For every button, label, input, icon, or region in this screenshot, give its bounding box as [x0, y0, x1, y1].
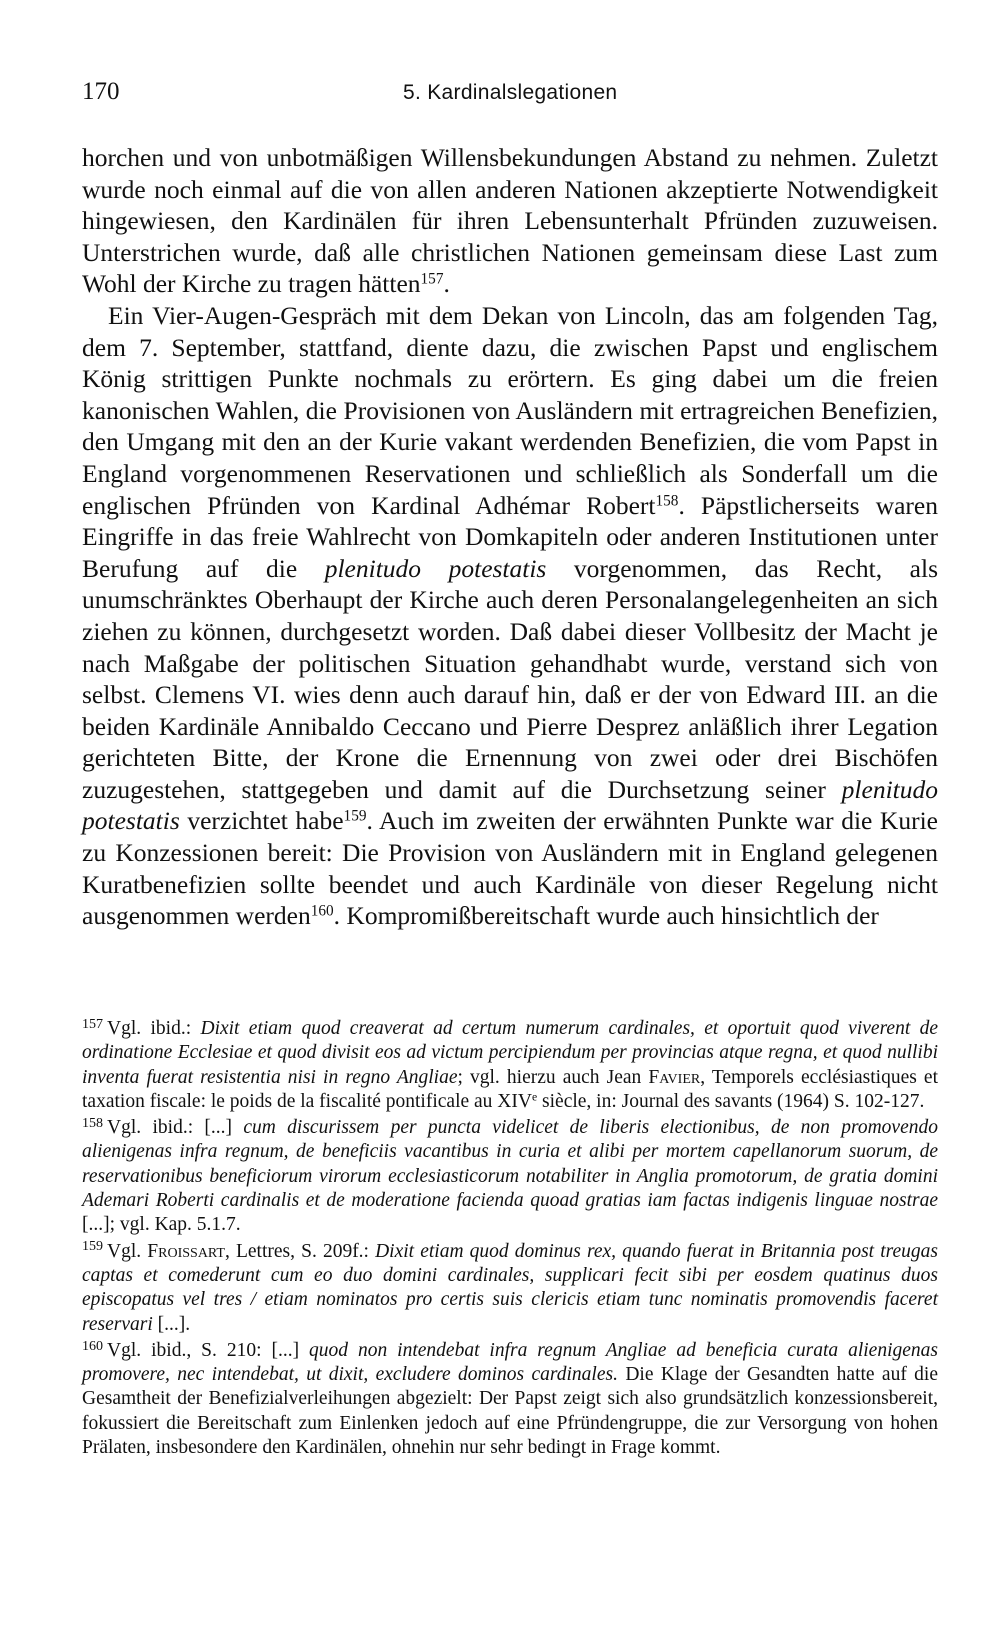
footnote-ref-158: 158: [655, 492, 679, 510]
footnote-number: 158: [82, 1114, 104, 1131]
latin-term: plenitudo potestatis: [82, 774, 938, 836]
footnotes: [82, 1017, 938, 1462]
text-run: verzichtet habe: [179, 806, 344, 836]
text-run: .: [443, 269, 450, 299]
text-run: . Päpstlicherseits waren Eingriffe in das freie Wahlrecht von Domkapiteln oder anderen Institutionen unter Berufung auf die: [82, 490, 938, 583]
latin-term: plenitudo potestatis: [324, 553, 547, 583]
footnote-159: [82, 1240, 938, 1337]
paragraph-1: [82, 142, 938, 300]
text-run: Ein Vier-Augen-Gespräch mit dem Dekan von Lincoln, das am folgenden Tag, dem 7. September, stattfand, diente dazu, die zwischen Papst und englischem König strittigen Punkte nochmals zu erörtern. Es ging dabei um die freien kanonischen Wahlen, die Provisionen von Ausländern mit ertragreichen Benefizien, den Umgang mit den an der Kurie vakant werdenden Benefizien, die vom Papst in England vorgenommenen Reservationen und schließlich als Sonderfall um die englischen Pfründen von Kardinal Adhémar Robert: [82, 300, 938, 520]
latin-quote: Dixit etiam quod dominus rex, quando fuerat in Britannia post treugas captas et comederunt cum eo duo domini cardinales, supplicari fecit sibi per eosdem quatinus duos episcopatus vel tres / etiam nominatos pro certis suis clericis etiam tunc nominatis promovendis faceret reservari: [82, 1240, 938, 1335]
footnote-number: 157: [82, 1015, 104, 1032]
text-run: [...]; vgl. Kap. 5.1.7.: [82, 1214, 241, 1236]
superscript: e: [531, 1090, 538, 1104]
footnote-160: [82, 1339, 938, 1460]
latin-quote: Dixit etiam quod creaverat ad certum numerum cardinales, et oportuit quod viverent de ordinatione Ecclesiae et quod divisit eos ad victum percipiendum per provincias atque regna, et quod nullibi inventa fuerat resistentia nisi in regno Angliae: [82, 1018, 938, 1088]
text-run: Vgl. ibid.:: [107, 1018, 201, 1039]
author-name: Favier: [648, 1066, 701, 1088]
footnote-ref-160: 160: [310, 902, 334, 920]
footnote-ref-159: 159: [343, 808, 367, 826]
footnote-157: [82, 1017, 938, 1114]
text-run: vorgenommen, das Recht, als unumschränktes Oberhaupt der Kirche auch deren Personalangelegenheiten an sich ziehen zu können, durchgesetzt worden. Daß dabei dieser Vollbesitz der Macht je nach Maßgabe der politischen Situation gehandhabt wurde, verstand sich von selbst. Clemens VI. wies denn auch darauf hin, daß er der von Edward III. an die beiden Kardinäle Annibaldo Ceccano und Pierre Desprez anläßlich ihrer Legation gerichteten Bitte, der Krone die Ernennung von zwei oder drei Bischöfen zuzugestehen, stattgegeben und damit auf die Durchsetzung seiner: [82, 553, 938, 804]
text-run: . Kompromißbereitschaft wurde auch hinsichtlich der: [333, 901, 879, 931]
text-run: Vgl. ibid.: [...]: [107, 1117, 244, 1139]
text-run: ; vgl. hierzu auch Jean: [457, 1066, 649, 1088]
text-run: Die Klage der Gesandten hatte auf die Gesamtheit der Benefizialverleihungen abgezielt: Der Papst zeigt sich also grundsätzlich konzessionsbereit, fokussiert die Bereitschaft zum Einlenken jedoch auf eine Pfründengruppe, die zur Versorgung von hohen Prälaten, insbesondere den Kardinälen, ohnehin nur sehr bedingt in Frage kommt.: [82, 1364, 938, 1459]
footnote-number: 160: [82, 1337, 104, 1354]
footnote-158: [82, 1116, 938, 1237]
text-run: , Lettres, S. 209f.:: [224, 1240, 376, 1262]
footnote-ref-157: 157: [420, 270, 444, 288]
text-run: horchen und von unbotmäßigen Willensbekundungen Abstand zu nehmen. Zuletzt wurde noch einmal auf die von allen anderen Nationen akzeptierte Notwendigkeit hingewiesen, den Kardinälen für ihren Lebensunterhalt Pfründen zuzuweisen. Unterstrichen wurde, daß alle christlichen Nationen gemeinsam diese Last zum Wohl der Kirche zu tragen hätten: [82, 143, 938, 299]
text-run: Vgl. ibid., S. 210: [...]: [107, 1339, 310, 1361]
author-name: Froissart: [147, 1240, 225, 1262]
page-header: [82, 78, 938, 118]
text-run: [...].: [152, 1313, 191, 1335]
main-text: [82, 142, 938, 932]
text-run: , Temporels ecclésiastiques et taxation fiscale: le poids de la fiscalité pontificale au XIV: [82, 1066, 939, 1112]
running-head: 5. Kardinalslegationen: [403, 81, 618, 104]
text-run: . Auch im zweiten der erwähnten Punkte war die Kurie zu Konzessionen bereit: Die Provision von Ausländern mit in England gelegenen Kuratbenefizien sollte beendet und auch Kardinäle von dieser Regelung nicht ausgenommen werden: [82, 806, 938, 931]
latin-quote: cum discurissem per puncta videlicet de liberis electionibus, de non promovendo alienigenas infra regnum, de beneficiis vacantibus in curia et alibi per mortem capellanorum suorum, de reservationibus beneficiorum virorum ecclesiasticorum notabiliter in Anglia promotorum, de gratia domini Ademari Roberti cardinalis et de moderatione facienda quoad gratias iam factas indigenis linguae nostrae: [82, 1117, 938, 1212]
page-number: 170: [82, 78, 120, 105]
latin-quote: quod non intendebat infra regnum Angliae ad beneficia curata alienigenas promovere, nec intendebat, ut dixit, excludere dominos cardinales.: [82, 1339, 938, 1386]
text-run: Vgl.: [107, 1240, 148, 1262]
paragraph-2: [82, 300, 938, 932]
text-run: siècle, in: Journal des savants (1964) S. 102-127.: [537, 1090, 925, 1112]
footnote-number: 159: [82, 1238, 104, 1255]
